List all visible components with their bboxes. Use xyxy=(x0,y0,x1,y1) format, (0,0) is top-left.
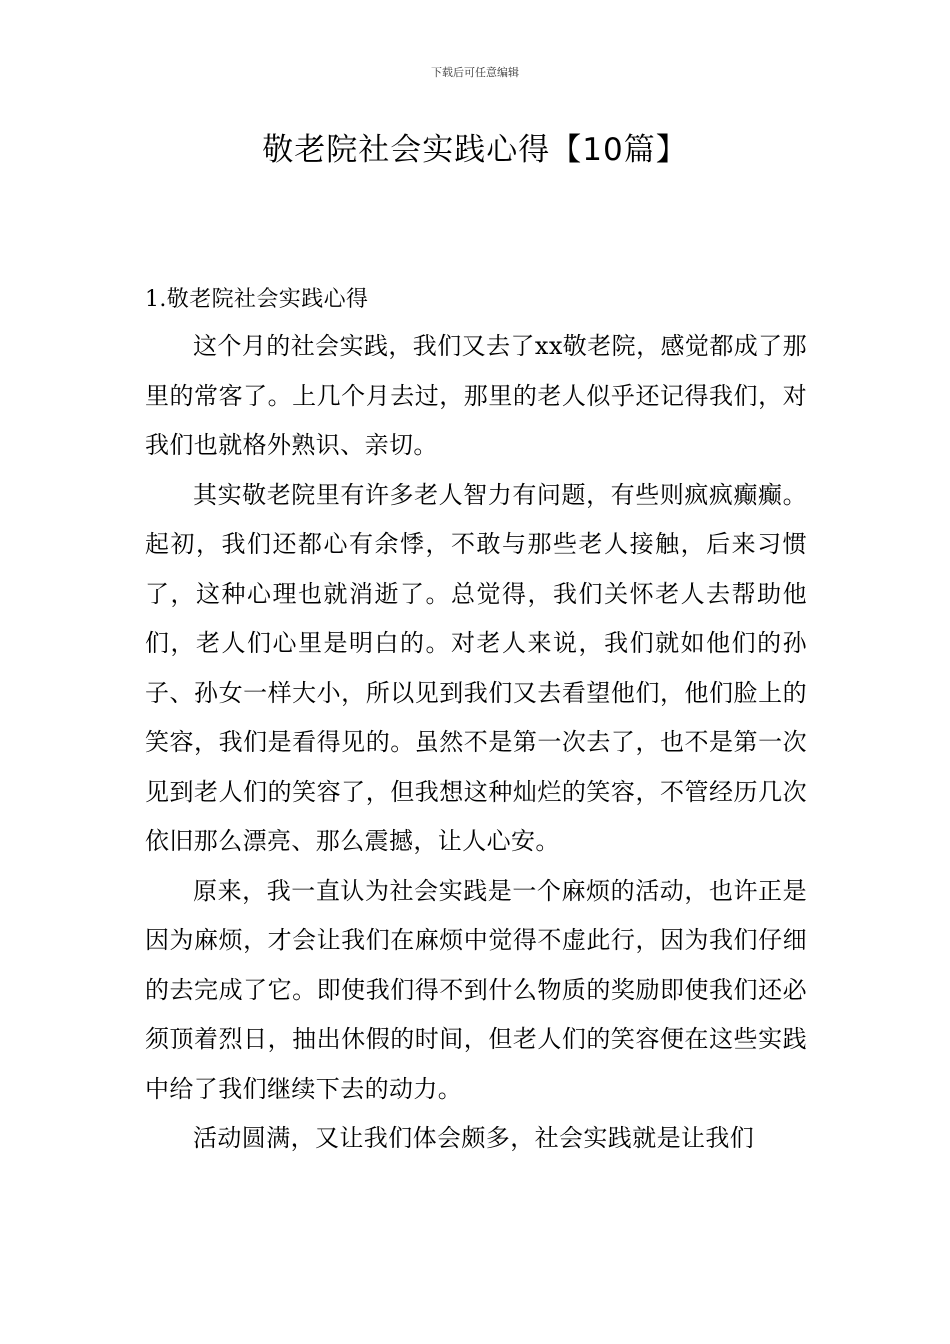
document-title: 敬老院社会实践心得【10篇】 xyxy=(262,132,688,168)
body-paragraph: 这个月的社会实践，我们又去了xx敬老院，感觉都成了那里的常客了。上几个月去过，那里的老人似乎还记得我们，对我们也就格外熟识、亲切。 xyxy=(145,332,807,459)
document-body xyxy=(145,278,807,1164)
header-note: 下载后可任意编辑 xyxy=(431,66,519,79)
body-paragraph: 原来，我一直认为社会实践是一个麻烦的活动，也许正是因为麻烦，才会让我们在麻烦中觉得不虚此行，因为我们仔细的去完成了它。即使我们得不到什么物质的奖励即使我们还必须顶着烈日，抽出休假的时间，但老人们的笑容便在这些实践中给了我们继续下去的动力。 xyxy=(145,876,807,1103)
body-paragraph: 其实敬老院里有许多老人智力有问题，有些则疯疯癫癫。起初，我们还都心有余悸，不敢与那些老人接触，后来习惯了，这种心理也就消逝了。总觉得，我们关怀老人去帮助他们，老人们心里是明白的。对老人来说，我们就如他们的孙子、孙女一样大小，所以见到我们又去看望他们，他们脸上的笑容，我们是看得见的。虽然不是第一次去了，也不是第一次见到老人们的笑容了，但我想这种灿烂的笑容，不管经历几次依旧那么漂亮、那么震撼，让人心安。 xyxy=(145,480,807,855)
body-paragraph: 活动圆满，又让我们体会颇多，社会实践就是让我们 xyxy=(193,1124,755,1152)
section-heading: 1.敬老院社会实践心得 xyxy=(145,287,369,312)
